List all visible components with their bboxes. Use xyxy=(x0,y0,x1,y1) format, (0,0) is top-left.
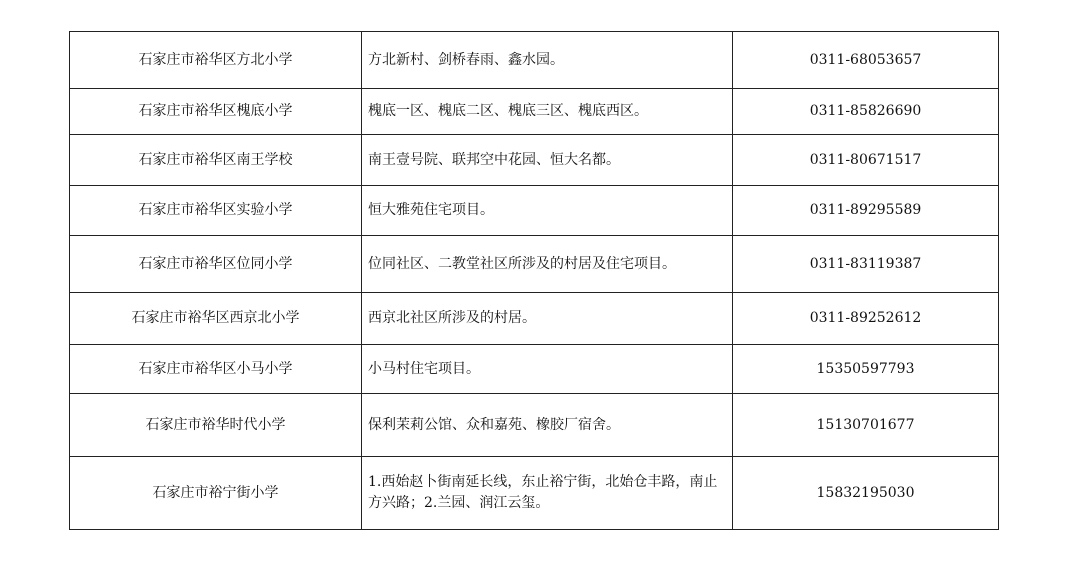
table-row xyxy=(70,186,999,236)
phone-cell: 0311-89252612 xyxy=(733,293,999,345)
school-name-cell: 石家庄市裕华区位同小学 xyxy=(70,236,362,293)
school-name-cell: 石家庄市裕华区槐底小学 xyxy=(70,89,362,135)
table-row xyxy=(70,32,999,89)
table-row xyxy=(70,135,999,186)
phone-cell: 0311-68053657 xyxy=(733,32,999,89)
table-row xyxy=(70,293,999,345)
enrollment-area-cell: 方北新村、剑桥春雨、鑫水园。 xyxy=(362,32,733,89)
enrollment-area-cell: 南王壹号院、联邦空中花园、恒大名都。 xyxy=(362,135,733,186)
school-name-cell: 石家庄市裕华区小马小学 xyxy=(70,345,362,394)
phone-cell: 15832195030 xyxy=(733,457,999,530)
school-name-cell: 石家庄市裕华区实验小学 xyxy=(70,186,362,236)
school-name-cell: 石家庄市裕华区西京北小学 xyxy=(70,293,362,345)
phone-cell: 0311-83119387 xyxy=(733,236,999,293)
phone-cell: 0311-85826690 xyxy=(733,89,999,135)
phone-cell: 0311-89295589 xyxy=(733,186,999,236)
table-row xyxy=(70,394,999,457)
table-row xyxy=(70,457,999,530)
school-name-cell: 石家庄市裕宁街小学 xyxy=(70,457,362,530)
enrollment-area-cell: 恒大雅苑住宅项目。 xyxy=(362,186,733,236)
phone-cell: 15350597793 xyxy=(733,345,999,394)
table-row xyxy=(70,89,999,135)
enrollment-area-cell: 1.西始赵卜街南延长线，东止裕宁街，北始仓丰路，南止方兴路；2.兰园、润江云玺。 xyxy=(362,457,733,530)
enrollment-area-cell: 小马村住宅项目。 xyxy=(362,345,733,394)
school-district-table xyxy=(69,31,999,530)
table-row xyxy=(70,236,999,293)
phone-cell: 0311-80671517 xyxy=(733,135,999,186)
school-name-cell: 石家庄市裕华区方北小学 xyxy=(70,32,362,89)
enrollment-area-cell: 西京北社区所涉及的村居。 xyxy=(362,293,733,345)
school-name-cell: 石家庄市裕华区南王学校 xyxy=(70,135,362,186)
school-name-cell: 石家庄市裕华时代小学 xyxy=(70,394,362,457)
enrollment-area-cell: 保利茉莉公馆、众和嘉苑、橡胶厂宿舍。 xyxy=(362,394,733,457)
table-row xyxy=(70,345,999,394)
enrollment-area-cell: 位同社区、二教堂社区所涉及的村居及住宅项目。 xyxy=(362,236,733,293)
enrollment-area-cell: 槐底一区、槐底二区、槐底三区、槐底西区。 xyxy=(362,89,733,135)
phone-cell: 15130701677 xyxy=(733,394,999,457)
